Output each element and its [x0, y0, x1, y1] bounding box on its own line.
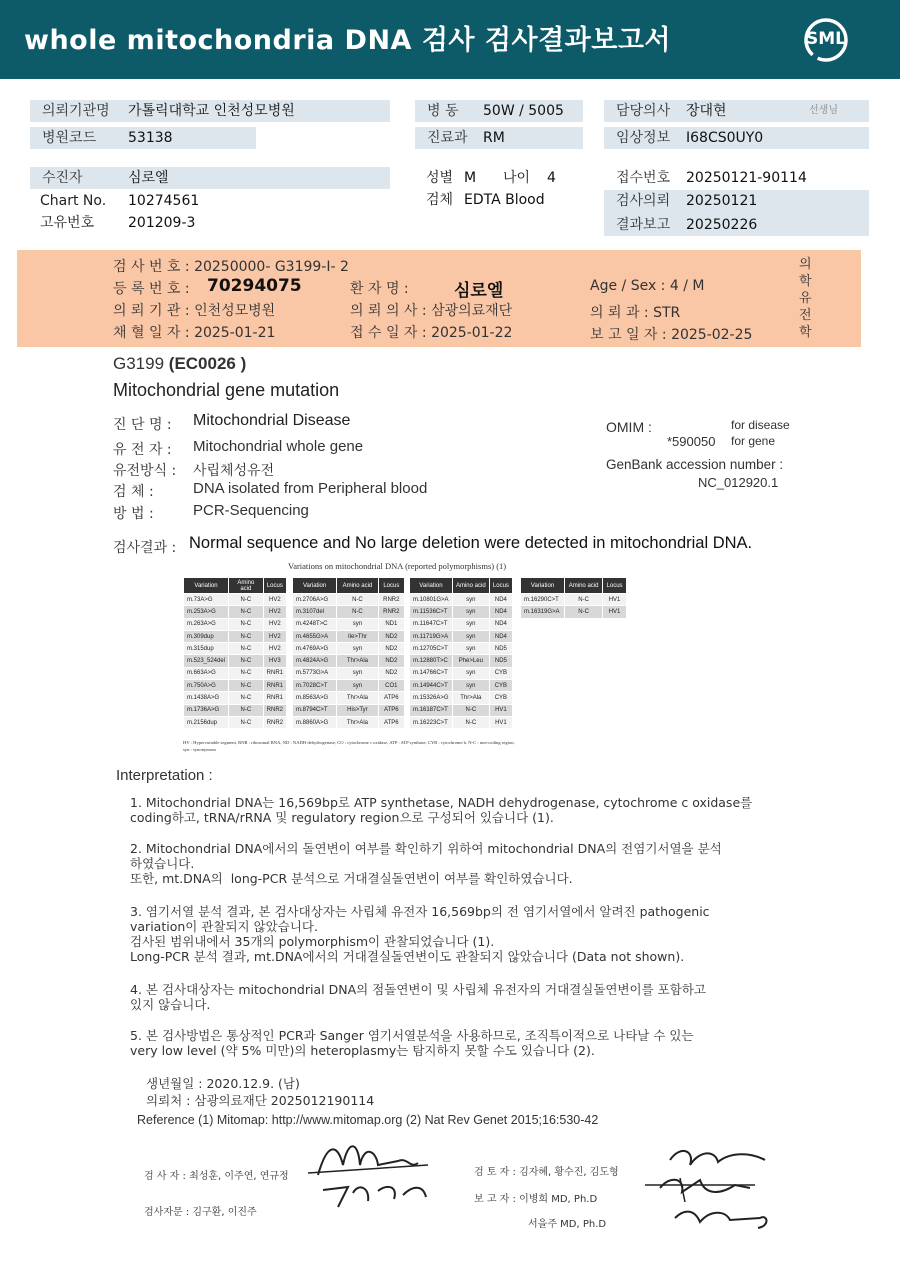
variation-row	[293, 630, 405, 642]
locus-cell: CYB	[489, 680, 512, 692]
interpretation-p1: 1. Mitochondrial DNA는 16,569bp로 ATP synthetase, NADH dehydrogenase, cytochrome c oxidase를 coding하고, tRNA/rRNA 및 regulatory region으로 구성되어 있습니다 (1).	[130, 795, 753, 825]
locus-cell: ATP6	[378, 716, 404, 728]
method-value: PCR-Sequencing	[193, 502, 309, 519]
band-test-no: 검 사 번 호 : 20250000- G3199-I- 2	[113, 259, 349, 275]
variation-row	[293, 704, 405, 716]
report-title: whole mitochondria DNA 검사 검사결과보고서	[24, 25, 671, 56]
unique-label: 고유번호	[40, 215, 95, 231]
patient-label: 수진자	[42, 170, 83, 186]
locus-cell: ND2	[378, 655, 404, 667]
clinical-row	[604, 127, 869, 149]
col-header-locus: Locus	[603, 578, 627, 594]
doctor-row	[604, 100, 869, 122]
col-header-amino: Amino acid	[565, 578, 603, 594]
band-physician: 의 뢰 의 사 : 삼광의료재단	[350, 303, 513, 319]
locus-cell: HV1	[603, 606, 627, 618]
col-header-locus: Locus	[263, 578, 286, 594]
variation-cell: m.750A>G	[184, 680, 229, 692]
locus-cell: ND1	[378, 618, 404, 630]
variation-cell: m.11647C>T	[410, 618, 453, 630]
variation-cell: m.1438A>G	[184, 692, 229, 704]
specimen2-label: 검 체 :	[113, 484, 154, 500]
reviewer: 검 토 자 : 김자혜, 황수진, 김도형	[474, 1167, 619, 1178]
variation-row	[293, 618, 405, 630]
reference: Reference (1) Mitomap: http://www.mitomap.org (2) Nat Rev Genet 2015;16:530-42	[137, 1113, 599, 1127]
variation-cell: m.14766C>T	[410, 667, 453, 679]
variation-row	[410, 716, 513, 728]
variation-cell: m.14944C>T	[410, 680, 453, 692]
logo-text: SML	[806, 29, 846, 49]
locus-cell: RNR1	[263, 680, 286, 692]
variation-cell: m.11536C>T	[410, 606, 453, 618]
reviewer-signature	[640, 1140, 780, 1235]
specimen-row	[426, 189, 586, 211]
amino-acid-cell: N-C	[229, 630, 264, 642]
request-label: 검사의뢰	[616, 193, 671, 209]
report-value: 20250226	[686, 217, 758, 233]
amino-acid-cell: N-C	[229, 692, 264, 704]
variation-row	[293, 716, 405, 728]
band-patient-label: 환 자 명 :	[350, 281, 409, 297]
variation-cell: m.4824A>G	[293, 655, 337, 667]
locus-cell: ND4	[489, 606, 512, 618]
variation-row	[293, 594, 405, 606]
locus-cell: HV2	[263, 618, 286, 630]
genbank-value: NC_012920.1	[698, 475, 779, 490]
accession-value: 20250121-90114	[686, 170, 807, 186]
amino-acid-cell: N-C	[229, 643, 264, 655]
sex-age-row	[426, 167, 586, 189]
sex-label: 성별	[426, 170, 454, 186]
omim-label: OMIM :	[606, 419, 652, 435]
variation-row	[410, 704, 513, 716]
amino-acid-cell: syn	[452, 594, 489, 606]
locus-cell: RNR2	[263, 716, 286, 728]
col-header-variation: Variation	[293, 578, 337, 594]
locus-cell: CYB	[489, 667, 512, 679]
amino-acid-cell: Phe>Leu	[452, 655, 489, 667]
locus-cell: RNR1	[263, 667, 286, 679]
interpretation-p4: 4. 본 검사대상자는 mitochondrial DNA의 점돌연변이 및 사립체 유전자의 거대결실돌연변이를 포함하고 있지 않습니다.	[130, 982, 706, 1012]
band-receive: 접 수 일 자 : 2025-01-22	[350, 325, 513, 341]
interpretation-p2: 2. Mitochondrial DNA에서의 돌연변이 여부를 확인하기 위하여 mitochondrial DNA의 전염기서열을 분석 하였습니다. 또한, mt.DNA의 long-PCR 분석으로 거대결실돌연변이 여부를 확인하였습니다.	[130, 841, 722, 886]
variations-title: Variations on mitochondrial DNA (reported polymorphisms) (1)	[288, 561, 507, 571]
dept-row	[415, 127, 583, 149]
variation-cell: m.2706A>G	[293, 594, 337, 606]
tester-signature	[298, 1135, 458, 1215]
variation-cell: m.11719G>A	[410, 630, 453, 642]
request-value: 20250121	[686, 193, 758, 209]
locus-cell: HV2	[263, 606, 286, 618]
omim-gene: for gene	[731, 434, 776, 448]
unique-value: 201209-3	[128, 215, 196, 231]
doctor-value: 장대현	[686, 103, 727, 119]
band-reg-value: 70294075	[207, 276, 302, 296]
locus-cell: RNR2	[378, 606, 404, 618]
doctor-suffix: 선생님	[809, 105, 838, 116]
reporter: 보 고 자 : 이병희 MD, Ph.D	[474, 1194, 598, 1205]
locus-cell: RNR2	[263, 704, 286, 716]
genbank-label: GenBank accession number :	[606, 457, 784, 472]
ward-row	[415, 100, 583, 122]
specimen2-value: DNA isolated from Peripheral blood	[193, 480, 428, 497]
locus-cell: HV3	[263, 655, 286, 667]
interpretation-p5: 5. 본 검사방법은 통상적인 PCR과 Sanger 염기서열분석을 사용하므로, 조직특이적으로 나타날 수 있는 very low level (약 5% 미만)의 heteroplasmy는 탐지하지 못할 수도 있습니다 (2).	[130, 1028, 694, 1058]
omim-disease: for disease	[731, 418, 790, 432]
age-value: 4	[547, 170, 556, 186]
advisor: 검사자문 : 김구환, 이진주	[144, 1207, 257, 1218]
hospital-code-row	[30, 127, 256, 149]
variation-row	[410, 667, 513, 679]
clinical-value: I68CS0UY0	[686, 130, 764, 146]
amino-acid-cell: syn	[452, 606, 489, 618]
dx-value: Mitochondrial Disease	[193, 412, 351, 429]
variation-row	[410, 692, 513, 704]
variation-cell: m.2156dup	[184, 716, 229, 728]
variation-row	[184, 704, 287, 716]
variation-cell: m.5773G>A	[293, 667, 337, 679]
locus-cell: HV1	[603, 594, 627, 606]
gene-label: 유 전 자 :	[113, 442, 172, 458]
test-name: Mitochondrial gene mutation	[113, 380, 340, 400]
amino-acid-cell: syn	[337, 618, 378, 630]
variation-row	[410, 618, 513, 630]
amino-acid-cell: N-C	[229, 716, 264, 728]
band-report: 보 고 일 자 : 2025-02-25	[590, 327, 753, 343]
variation-cell: m.12705C>T	[410, 643, 453, 655]
amino-acid-cell: syn	[452, 643, 489, 655]
clinical-label: 임상정보	[616, 130, 671, 146]
variation-row	[184, 655, 287, 667]
test-code-line	[113, 354, 246, 374]
col-header-amino: Amino acid	[337, 578, 378, 594]
specimen-value: EDTA Blood	[464, 192, 545, 208]
variation-row	[184, 692, 287, 704]
variations-table-2	[292, 577, 405, 729]
variation-row	[184, 594, 287, 606]
report-header	[0, 0, 900, 79]
amino-acid-cell: syn	[337, 643, 378, 655]
result-label: 검사결과 :	[113, 540, 177, 556]
locus-cell: ATP6	[378, 704, 404, 716]
variations-table-3	[409, 577, 513, 729]
locus-cell: ND4	[489, 594, 512, 606]
variation-row	[293, 655, 405, 667]
locus-cell: ND2	[378, 630, 404, 642]
variation-cell: m.16187C>T	[410, 704, 453, 716]
institution-row	[30, 100, 390, 122]
amino-acid-cell: Thr>Ala	[337, 716, 378, 728]
amino-acid-cell: N-C	[229, 704, 264, 716]
amino-acid-cell: N-C	[452, 704, 489, 716]
unique-row	[40, 212, 260, 234]
locus-cell: RNR2	[378, 594, 404, 606]
amino-acid-cell: N-C	[565, 606, 603, 618]
variation-row	[410, 606, 513, 618]
amino-acid-cell: N-C	[337, 594, 378, 606]
amino-acid-cell: N-C	[565, 594, 603, 606]
hospital-code-value: 53138	[128, 130, 173, 146]
variation-cell: m.663A>G	[184, 667, 229, 679]
variation-cell: m.16290C>T	[521, 594, 565, 606]
amino-acid-cell: N-C	[337, 606, 378, 618]
variation-cell: m.4769A>G	[293, 643, 337, 655]
accession-label: 접수번호	[616, 170, 671, 186]
variation-cell: m.73A>G	[184, 594, 229, 606]
institution-value: 가톨릭대학교 인천성모병원	[128, 103, 295, 119]
band-collect: 채 혈 일 자 : 2025-01-21	[113, 325, 276, 341]
specimen-label: 검체	[426, 192, 454, 208]
variation-row	[184, 606, 287, 618]
patient-row	[30, 167, 390, 189]
method-label: 방 법 :	[113, 506, 154, 522]
variations-footnote: HV : Hypervariable segment, RNR : ribosomal RNA, ND : NADH dehydrogenase, CO : cytochrome c oxidase, ATP : ATP synthase, CYB : cytochrome b, N-C : non-coding region,	[183, 740, 515, 745]
amino-acid-cell: syn	[452, 630, 489, 642]
variation-cell: m.8563A>G	[293, 692, 337, 704]
omim-number: *590050	[667, 434, 716, 449]
variation-row	[410, 630, 513, 642]
chart-label: Chart No.	[40, 193, 107, 209]
locus-cell: ND4	[489, 618, 512, 630]
band-patient-value: 심로엘	[454, 281, 504, 301]
locus-cell: ND4	[489, 630, 512, 642]
variation-row	[521, 606, 627, 618]
variation-cell: m.16319G>A	[521, 606, 565, 618]
chart-value: 10274561	[128, 193, 200, 209]
variation-row	[410, 655, 513, 667]
variation-row	[410, 643, 513, 655]
institution-label: 의뢰기관명	[42, 103, 110, 119]
dx-label: 진 단 명 :	[113, 417, 172, 433]
sml-logo	[798, 12, 854, 68]
sex-value: M	[464, 170, 477, 186]
col-header-amino: Amino acid	[452, 578, 489, 594]
band-reg-label: 등 록 번 호 :	[113, 281, 190, 297]
accession-row	[604, 167, 869, 189]
variation-row	[293, 667, 405, 679]
chart-row	[40, 190, 260, 212]
dob: 생년월일 : 2020.12.9. (남)	[146, 1076, 300, 1091]
age-label: 나이	[503, 170, 531, 186]
interpretation-title: Interpretation :	[116, 767, 213, 784]
amino-acid-cell: N-C	[229, 667, 264, 679]
amino-acid-cell: syn	[337, 680, 378, 692]
band-vertical-text: 의학유전학	[799, 257, 812, 340]
variation-cell: m.16223C>T	[410, 716, 453, 728]
variation-cell: m.3107del	[293, 606, 337, 618]
tester: 검 사 자 : 최성훈, 이주연, 연규정	[144, 1171, 289, 1182]
variation-cell: m.4248T>C	[293, 618, 337, 630]
amino-acid-cell: N-C	[229, 606, 264, 618]
col-header-locus: Locus	[489, 578, 512, 594]
locus-cell: ATP6	[378, 692, 404, 704]
col-header-variation: Variation	[521, 578, 565, 594]
variation-cell: m.4655G>A	[293, 630, 337, 642]
locus-cell: HV1	[489, 716, 512, 728]
variation-cell: m.253A>G	[184, 606, 229, 618]
amino-acid-cell: syn	[452, 667, 489, 679]
variation-row	[184, 716, 287, 728]
col-header-variation: Variation	[184, 578, 229, 594]
amino-acid-cell: Thr>Ala	[452, 692, 489, 704]
report-label: 결과보고	[616, 217, 671, 233]
locus-cell: HV2	[263, 630, 286, 642]
variation-cell: m.523_524del	[184, 655, 229, 667]
band-age-sex: Age / Sex : 4 / M	[590, 278, 705, 294]
test-code: G3199	[113, 354, 165, 373]
locus-cell: HV1	[489, 704, 512, 716]
variation-cell: m.8794C>T	[293, 704, 337, 716]
variation-cell: m.15326A>G	[410, 692, 453, 704]
variation-row	[521, 594, 627, 606]
test-ec: (EC0026 )	[168, 354, 247, 373]
amino-acid-cell: N-C	[229, 680, 264, 692]
variation-cell: m.10801G>A	[410, 594, 453, 606]
amino-acid-cell: N-C	[229, 655, 264, 667]
locus-cell: ND5	[489, 655, 512, 667]
locus-cell: RNR1	[263, 692, 286, 704]
amino-acid-cell: His>Tyr	[337, 704, 378, 716]
variations-footnote-2: syn : synonymous	[183, 747, 217, 752]
variation-cell: m.8860A>G	[293, 716, 337, 728]
variation-row	[293, 680, 405, 692]
request-source: 의뢰처 : 삼광의료재단 2025012190114	[146, 1093, 375, 1108]
variation-row	[293, 692, 405, 704]
reporter-2: 서을주 MD, Ph.D	[528, 1219, 607, 1230]
amino-acid-cell: N-C	[229, 594, 264, 606]
inherit-value: 사립체성유전	[193, 463, 275, 479]
variation-cell: m.309dup	[184, 630, 229, 642]
variation-row	[184, 667, 287, 679]
variation-row	[184, 630, 287, 642]
variations-table-4	[520, 577, 627, 619]
hospital-code-label: 병원코드	[42, 130, 97, 146]
amino-acid-cell: N-C	[229, 618, 264, 630]
inherit-label: 유전방식 :	[113, 463, 177, 479]
col-header-variation: Variation	[410, 578, 453, 594]
locus-cell: ND5	[489, 643, 512, 655]
variations-table-1	[183, 577, 287, 729]
variation-row	[184, 680, 287, 692]
col-header-amino: Amino acid	[229, 578, 264, 594]
request-report-block	[604, 190, 869, 236]
amino-acid-cell: syn	[337, 667, 378, 679]
locus-cell: HV2	[263, 643, 286, 655]
variation-cell: m.263A>G	[184, 618, 229, 630]
locus-cell: HV2	[263, 594, 286, 606]
variation-cell: m.7028C>T	[293, 680, 337, 692]
ward-label: 병 동	[427, 103, 459, 119]
patient-value: 심로엘	[128, 170, 169, 186]
variation-row	[293, 606, 405, 618]
locus-cell: ND2	[378, 643, 404, 655]
interpretation-p3: 3. 염기서열 분석 결과, 본 검사대상자는 사립체 유전자 16,569bp의 전 염기서열에서 알려진 pathogenic variation이 관찰되지 않았습니다. 검사된 범위내에서 35개의 polymorphism이 관찰되었습니다 (1). Long-PCR 분석 결과, mt.DNA에서의 거대결실돌연변이도 관찰되지 않았습니다 (Data not shown).	[130, 904, 710, 964]
variation-cell: m.315dup	[184, 643, 229, 655]
amino-acid-cell: N-C	[452, 716, 489, 728]
result-value: Normal sequence and No large deletion were detected in mitochondrial DNA.	[189, 534, 753, 552]
variation-row	[293, 643, 405, 655]
dept-label: 진료과	[427, 130, 468, 146]
amino-acid-cell: syn	[452, 680, 489, 692]
variation-row	[184, 618, 287, 630]
variation-cell: m.1736A>G	[184, 704, 229, 716]
band-inst: 의 뢰 기 관 : 인천성모병원	[113, 303, 276, 319]
variation-cell: m.12880T>C	[410, 655, 453, 667]
gene-value: Mitochondrial whole gene	[193, 438, 364, 455]
col-header-locus: Locus	[378, 578, 404, 594]
doctor-label: 담당의사	[616, 103, 671, 119]
amino-acid-cell: syn	[452, 618, 489, 630]
variation-row	[410, 680, 513, 692]
locus-cell: CYB	[489, 692, 512, 704]
variation-row	[410, 594, 513, 606]
amino-acid-cell: Ile>Thr	[337, 630, 378, 642]
locus-cell: ND2	[378, 667, 404, 679]
dept-value: RM	[483, 130, 505, 146]
band-dept: 의 뢰 과 : STR	[590, 305, 681, 321]
variation-row	[184, 643, 287, 655]
amino-acid-cell: Thr>Ala	[337, 655, 378, 667]
ward-value: 50W / 5005	[483, 103, 564, 119]
locus-cell: CO1	[378, 680, 404, 692]
amino-acid-cell: Thr>Ala	[337, 692, 378, 704]
